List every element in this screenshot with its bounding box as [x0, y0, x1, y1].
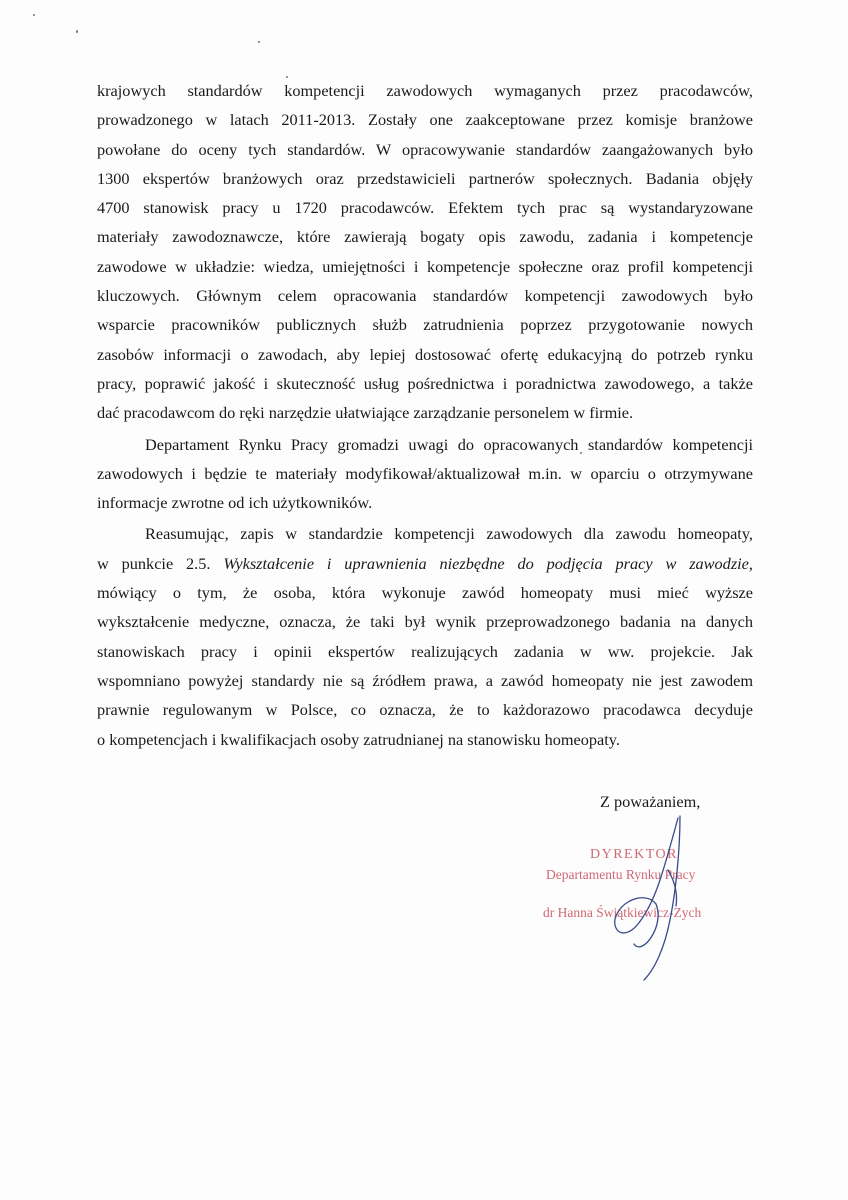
- text-line: prowadzonego w latach 2011-2013. Zostały one zaakceptowane przez komisje branżowe: [97, 110, 753, 130]
- text-line: wspomniano powyżej standardy nie są źródłem prawa, a zawód homeopaty nie jest zawodem: [97, 670, 753, 690]
- text-line: Departament Rynku Pracy gromadzi uwagi do opracowanych standardów kompetencji: [145, 434, 753, 454]
- scan-speck: [33, 14, 35, 16]
- text-line: dać pracodawcom do ręki narzędzie ułatwiające zarządzanie personelem w firmie.: [97, 403, 634, 423]
- text-line: kluczowych. Głównym celem opracowania standardów kompetencji zawodowych było: [97, 286, 753, 306]
- stamp-department: Departamentu Rynku Pracy: [546, 867, 696, 882]
- text-line: pracy, poprawić jakość i skuteczność usług pośrednictwa i poradnictwa zawodowego, a także: [97, 373, 753, 393]
- text-line: materiały zawodoznawcze, które zawierają bogaty opis zawodu, zadania i kompetencje: [97, 227, 753, 247]
- italic-section-title: Wykształcenie i uprawnienia niezbędne do podjęcia pracy w zawodzie: [223, 553, 749, 573]
- text-line: zasobów informacji o zawodach, aby lepiej dostosować ofertę edukacyjną do potrzeb rynku: [97, 344, 753, 364]
- paragraph-summary: [97, 519, 753, 753]
- paragraph-department-feedback: [97, 430, 753, 518]
- text-line: mówiący o tym, że osoba, która wykonuje zawód homeopaty musi mieć wyższe: [97, 583, 753, 603]
- text-line: zawodowe w układzie: wiedza, umiejętności i kompetencje społeczne oraz profil kompetencji: [97, 256, 753, 276]
- text-line: Reasumując, zapis w standardzie kompetencji zawodowych dla zawodu homeopaty,: [145, 524, 753, 544]
- text-line: 1300 ekspertów branżowych oraz przedstawicieli partnerów społecznych. Badania objęły: [97, 168, 753, 188]
- text-line: stanowiskach pracy i opinii ekspertów realizujących zadania w ww. projekcie. Jak: [97, 641, 753, 661]
- text-line: powołane do oceny tych standardów. W opracowywanie standardów zaangażowanych było: [97, 139, 753, 159]
- text-line: krajowych standardów kompetencji zawodowych wymaganych przez pracodawców,: [97, 81, 753, 100]
- stamp-title: DYREKTOR: [590, 847, 678, 862]
- text-fragment: w punkcie 2.5.: [97, 553, 224, 573]
- text-line: zawodowych i będzie te materiały modyfikował/aktualizował m.in. w oparciu o otrzymywane: [97, 463, 753, 483]
- stamp-name: dr Hanna Świątkiewicz-Zych: [543, 905, 702, 920]
- text-line: wykształcenie medyczne, oznacza, że taki był wynik przeprowadzonego badania na danych: [97, 612, 753, 632]
- text-fragment: ,: [748, 553, 753, 573]
- text-line: o kompetencjach i kwalifikacjach osoby zatrudnianej na stanowisku homeopaty.: [97, 729, 620, 749]
- text-line: informacje zwrotne od ich użytkowników.: [97, 493, 373, 513]
- text-line: [97, 549, 753, 578]
- scan-speck: [76, 30, 78, 33]
- handwritten-signature: [580, 810, 700, 985]
- paragraph-standards-project: [97, 76, 753, 428]
- text-line: 4700 stanowisk pracy u 1720 pracodawców. Efektem tych prac są wystandaryzowane: [97, 198, 753, 218]
- letter-body: [97, 76, 753, 754]
- text-line: prawnie regulowanym w Polsce, co oznacza, że to każdorazowo pracodawca decyduje: [97, 700, 753, 720]
- text-line: wsparcie pracowników publicznych służb zatrudnienia poprzez przygotowanie nowych: [97, 315, 753, 335]
- scan-speck: [258, 41, 260, 43]
- closing-salutation: Z poważaniem,: [600, 792, 701, 811]
